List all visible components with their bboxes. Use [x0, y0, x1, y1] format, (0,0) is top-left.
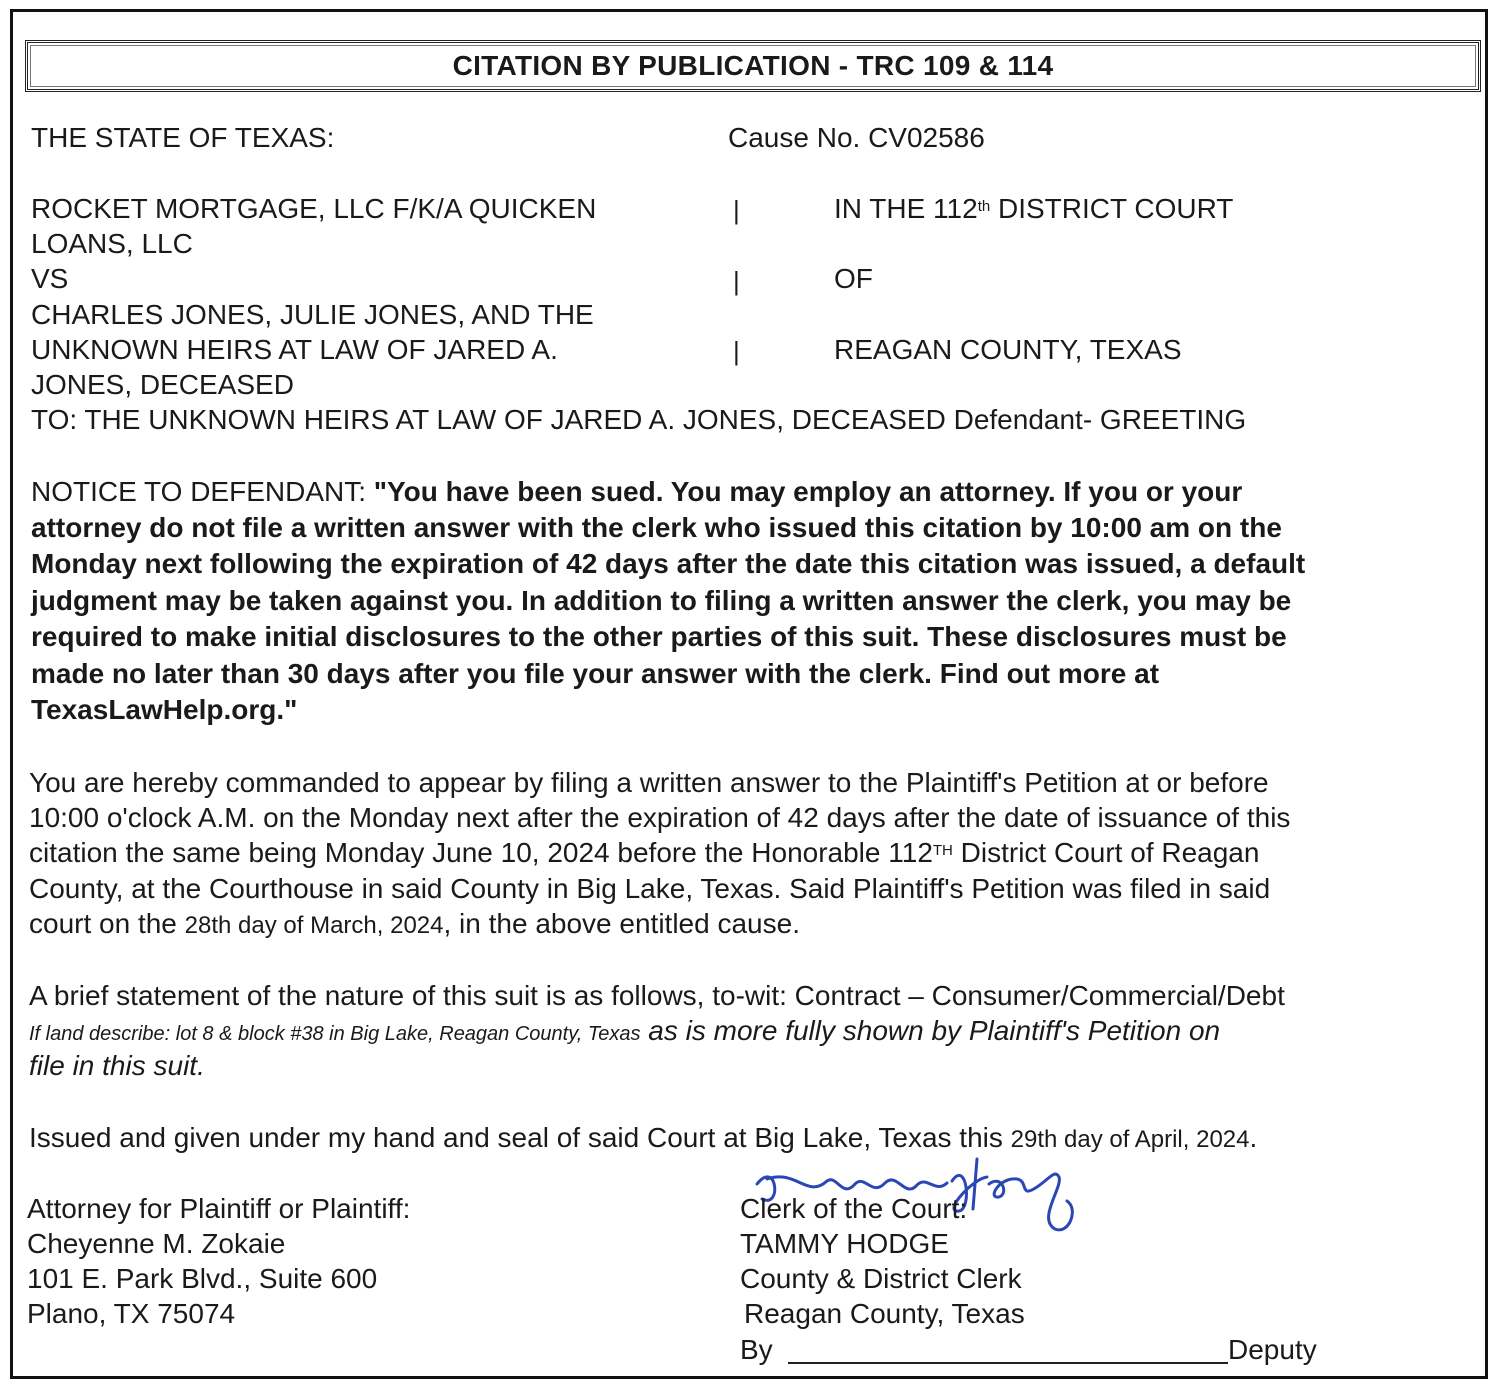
cause-number: Cause No. CV02586 [728, 122, 985, 153]
state-heading: THE STATE OF TEXAS: [31, 122, 335, 153]
caption-separator: | [733, 195, 740, 225]
clerk-name: TAMMY HODGE [740, 1228, 949, 1259]
versus-label: VS [31, 263, 69, 294]
citation-document [10, 9, 1488, 1379]
caption-separator: | [733, 266, 740, 296]
issued-statement: Issued and given under my hand and seal of said Court at Big Lake, Texas this 29th day of April, 2024. [29, 1122, 1258, 1153]
notice-line: TexasLawHelp.org." [31, 694, 298, 725]
attorney-address-line2: Plano, TX 75074 [27, 1298, 236, 1329]
caption-separator: | [733, 336, 740, 366]
notice-label: NOTICE TO DEFENDANT: [31, 476, 374, 507]
notice-line: NOTICE TO DEFENDANT: "You have been sued. You may employ an attorney. If you or your [31, 476, 1243, 507]
notice-line: attorney do not file a written answer with the clerk who issued this citation by 10:00 am on the [31, 512, 1282, 543]
command-line: court on the 28th day of March, 2024, in the above entitled cause. [29, 908, 800, 939]
court-of-label: OF [834, 263, 873, 294]
plaintiff-name-line2: LOANS, LLC [31, 228, 193, 259]
by-label: By [740, 1334, 773, 1365]
attorney-name: Cheyenne M. Zokaie [27, 1228, 286, 1259]
notice-line: judgment may be taken against you. In addition to filing a written answer the clerk, you may be [31, 585, 1292, 616]
defendant-name-line3: JONES, DECEASED [31, 369, 294, 400]
clerk-county: Reagan County, Texas [744, 1298, 1025, 1329]
court-county: REAGAN COUNTY, TEXAS [834, 334, 1182, 365]
land-description: If land describe: lot 8 & block #38 in Big Lake, Reagan County, Texas as is more fully shown by Plaintiff's Petition on [29, 1015, 1221, 1046]
notice-line: made no later than 30 days after you file your answer with the clerk. Find out more at [31, 658, 1160, 689]
command-line: County, at the Courthouse in said County in Big Lake, Texas. Said Plaintiff's Petition was filed in said [29, 873, 1271, 904]
attorney-label: Attorney for Plaintiff or Plaintiff: [27, 1193, 411, 1224]
nature-of-suit: A brief statement of the nature of this suit is as follows, to-wit: Contract – Consumer/Commercial/Debt [29, 980, 1285, 1011]
command-line: You are hereby commanded to appear by filing a written answer to the Plaintiff's Petition at or before [29, 767, 1269, 798]
defendant-name-line1: CHARLES JONES, JULIE JONES, AND THE [31, 299, 594, 330]
notice-line: Monday next following the expiration of 42 days after the date this citation was issued, a default [31, 548, 1306, 579]
document-title: CITATION BY PUBLICATION - TRC 109 & 114 [25, 40, 1481, 92]
land-description-line2: file in this suit. [29, 1050, 205, 1081]
to-line: TO: THE UNKNOWN HEIRS AT LAW OF JARED A. JONES, DECEASED Defendant- GREETING [31, 404, 1247, 435]
attorney-address-line1: 101 E. Park Blvd., Suite 600 [27, 1263, 378, 1294]
clerk-title: County & District Clerk [740, 1263, 1022, 1294]
command-line: 10:00 o'clock A.M. on the Monday next after the expiration of 42 days after the date of issuance of this [29, 802, 1291, 833]
deputy-signature-line [788, 1362, 1228, 1364]
clerk-label: Clerk of the Court: [740, 1193, 968, 1224]
notice-line: required to make initial disclosures to the other parties of this suit. These disclosures must be [31, 621, 1287, 652]
defendant-name-line2: UNKNOWN HEIRS AT LAW OF JARED A. [31, 334, 558, 365]
deputy-label: Deputy [1228, 1334, 1317, 1365]
command-line: citation the same being Monday June 10, 2024 before the Honorable 112TH District Court of Reagan [29, 837, 1260, 868]
plaintiff-name-line1: ROCKET MORTGAGE, LLC F/K/A QUICKEN [31, 193, 597, 224]
court-name: IN THE 112th DISTRICT COURT [834, 193, 1234, 224]
